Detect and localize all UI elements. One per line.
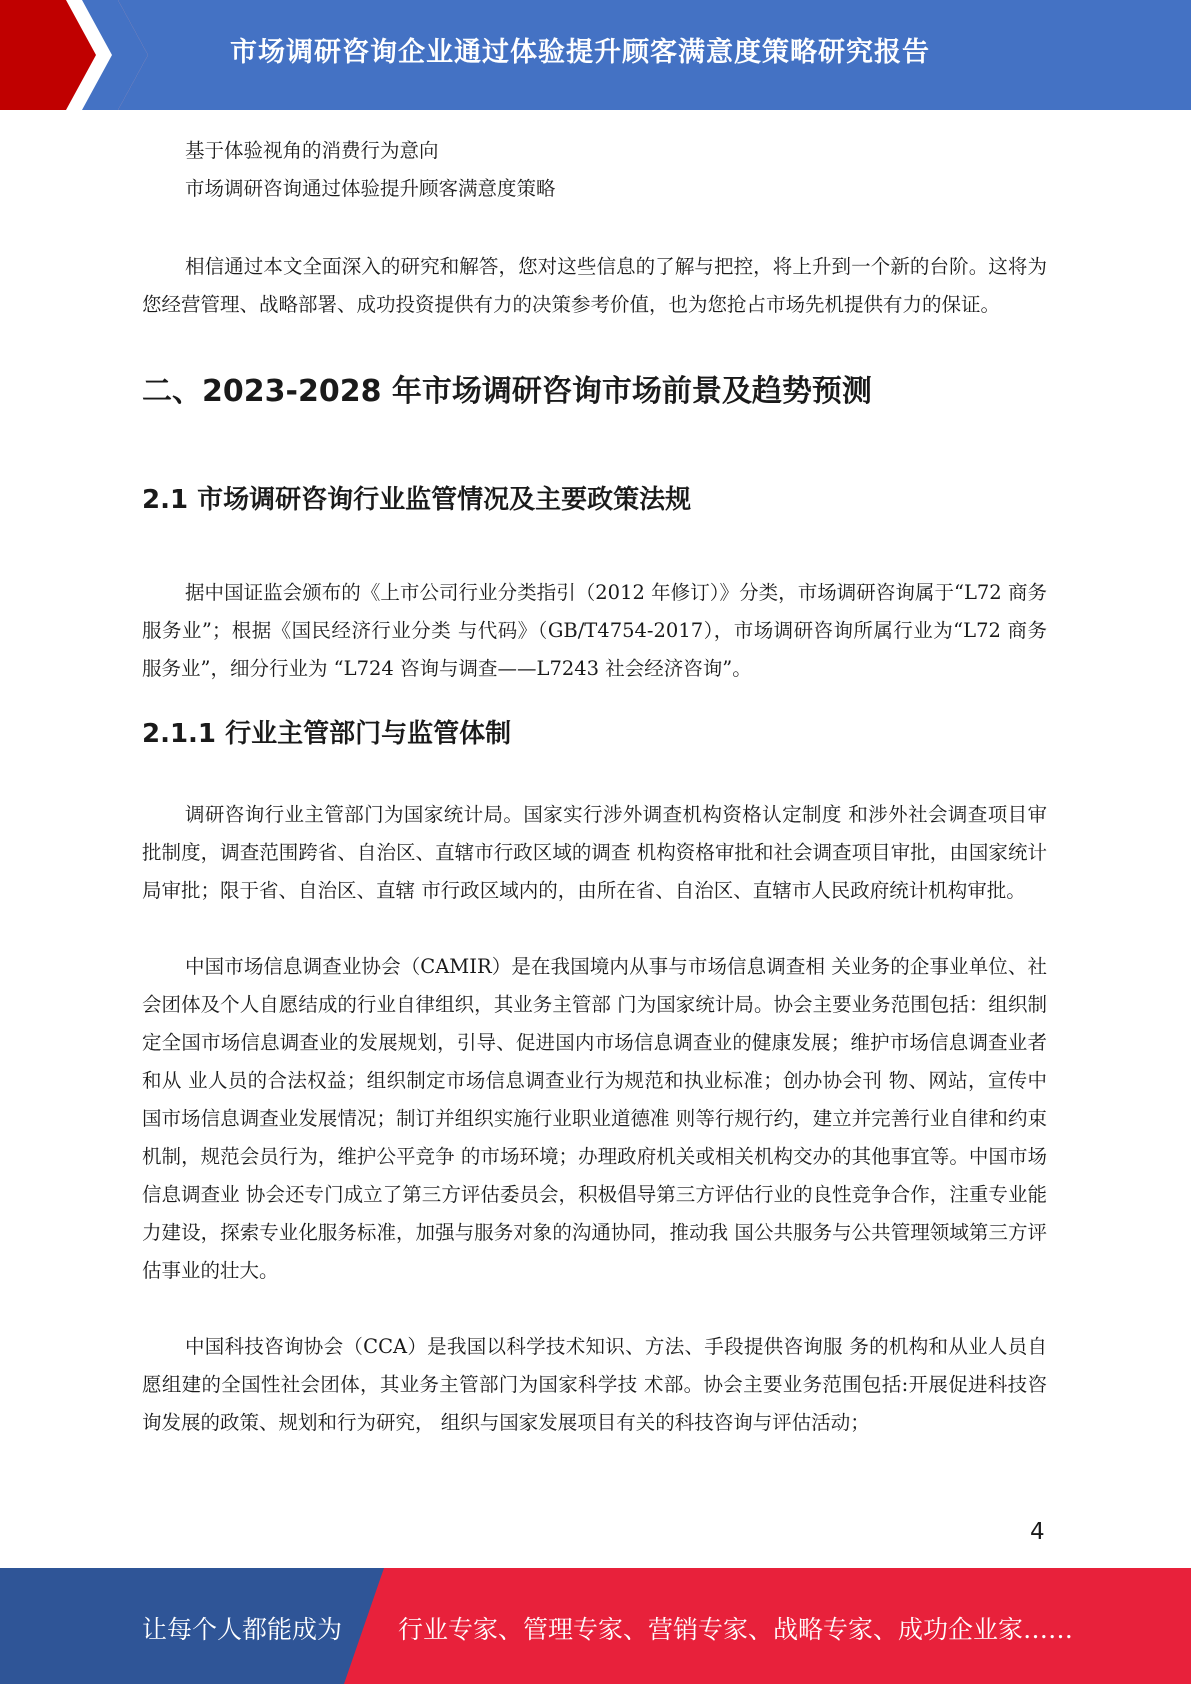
page-header xyxy=(0,0,1191,110)
intro-list-item: 基于体验视角的消费行为意向 xyxy=(185,139,439,162)
section-heading: 二、2023-2028 年市场调研咨询市场前景及趋势预测 xyxy=(142,374,872,409)
document-body xyxy=(142,132,1047,1442)
report-title: 市场调研咨询企业通过体验提升顾客满意度策略研究报告 xyxy=(230,37,930,68)
footer-slogan-left: 让每个人都能成为 xyxy=(142,1615,343,1644)
page-footer xyxy=(0,1568,1191,1684)
intro-paragraph: 相信通过本文全面深入的研究和解答，您对这些信息的了解与把控，将上升到一个新的台阶。这将为您经营管理、战略部署、成功投资提供有力的决策参考价值，也为您抢占市场先机提供有力的保证。 xyxy=(142,255,1047,316)
subsection-heading: 2.1 市场调研咨询行业监管情况及主要政策法规 xyxy=(142,485,692,515)
body-paragraph: 调研咨询行业主管部门为国家统计局。国家实行涉外调查机构资格认定制度 和涉外社会调查项目审批制度，调查范围跨省、自治区、直辖市行政区域的调查 机构资格审批和社会调查项目审批，由国家统计局审批；限于省、自治区、直辖 市行政区域内的，由所在省、自治区、直辖市人民政府统计机构审批。 xyxy=(142,803,1047,902)
body-paragraph: 中国市场信息调查业协会（CAMIR）是在我国境内从事与市场信息调查相 关业务的企事业单位、社会团体及个人自愿结成的行业自律组织，其业务主管部 门为国家统计局。协会主要业务范围包括：组织制定全国市场信息调查业的发展规划，引导、促进国内市场信息调查业的健康发展；维护市场信息调查业者和从 业人员的合法权益；组织制定市场信息调查业行为规范和执业标准；创办协会刊 物、网站，宣传中国市场信息调查业发展情况；制订并组织实施行业职业道德准 则等行规行约，建立并完善行业自律和约束机制，规范会员行为，维护公平竞争 的市场环境；办理政府机关或相关机构交办的其他事宜等。中国市场信息调查业 协会还专门成立了第三方评估委员会，积极倡导第三方评估行业的良性竞争合作，注重专业能力建设，探索专业化服务标准，加强与服务对象的沟通协同，推动我 国公共服务与公共管理领域第三方评估事业的壮大。 xyxy=(142,955,1047,1282)
footer-slogan-right: 行业专家、管理专家、营销专家、战略专家、成功企业家…… xyxy=(398,1615,1074,1644)
body-paragraph: 据中国证监会颁布的《上市公司行业分类指引（2012 年修订）》分类，市场调研咨询属于“L72 商务服务业”；根据《国民经济行业分类 与代码》（GB/T4754-2017），市场调研咨询所属行业为“L72 商务服务业”，细分行业为 “L724 咨询与调查——L7243 社会经济咨询”。 xyxy=(142,581,1047,680)
page-number: 4 xyxy=(1030,1519,1045,1545)
intro-list-item: 市场调研咨询通过体验提升顾客满意度策略 xyxy=(185,177,556,200)
subsection-heading: 2.1.1 行业主管部门与监管体制 xyxy=(142,719,512,749)
body-paragraph: 中国科技咨询协会（CCA）是我国以科学技术知识、方法、手段提供咨询服 务的机构和从业人员自愿组建的全国性社会团体，其业务主管部门为国家科学技 术部。协会主要业务范围包括:开展促进科技咨询发展的政策、规划和行为研究， 组织与国家发展项目有关的科技咨询与评估活动； xyxy=(142,1335,1047,1434)
